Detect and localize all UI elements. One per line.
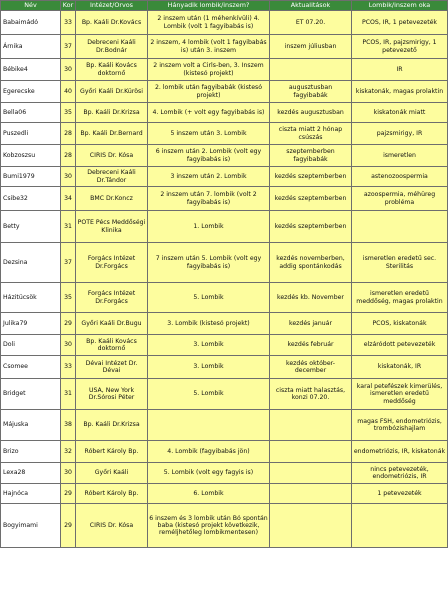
cell-clinic: Bp. Kaáli Kovács doktornő bbox=[76, 335, 148, 356]
cell-name: Csibe32 bbox=[1, 187, 61, 211]
cell-status bbox=[270, 463, 352, 484]
cell-status: kezdés szeptemberben bbox=[270, 187, 352, 211]
table-row bbox=[1, 283, 448, 313]
cell-reason: ismeretlen bbox=[352, 145, 448, 167]
cell-age: 29 bbox=[61, 484, 76, 504]
cell-reason: ismeretlen eredetű sec. Sterilitás bbox=[352, 243, 448, 283]
cell-reason: magas FSH, endometriózis, trombózishajlam bbox=[352, 410, 448, 441]
cell-clinic: Győri Kaáli bbox=[76, 463, 148, 484]
cell-status bbox=[270, 59, 352, 81]
cell-age: 33 bbox=[61, 11, 76, 35]
cell-name: Házitücsök bbox=[1, 283, 61, 313]
table-row bbox=[1, 211, 448, 243]
cell-age: 29 bbox=[61, 504, 76, 548]
cell-name: Dezsina bbox=[1, 243, 61, 283]
cell-name: Bridget bbox=[1, 379, 61, 410]
cell-status: ET 07.20. bbox=[270, 11, 352, 35]
cell-attempt: 6 inszem után 2. Lombik (volt egy fagyibabás is) bbox=[148, 145, 270, 167]
cell-reason: astenozoospermia bbox=[352, 167, 448, 187]
cell-age: 34 bbox=[61, 187, 76, 211]
cell-reason: kiskatonák, IR bbox=[352, 356, 448, 379]
cell-clinic: Bp. Kaáli Dr.Kovács bbox=[76, 11, 148, 35]
cell-age: 30 bbox=[61, 335, 76, 356]
cell-age: 30 bbox=[61, 59, 76, 81]
cell-clinic: USA, New York Dr.Sórosi Péter bbox=[76, 379, 148, 410]
cell-status: kezdés augusztusban bbox=[270, 103, 352, 123]
cell-status: kezdés október-december bbox=[270, 356, 352, 379]
cell-reason bbox=[352, 211, 448, 243]
cell-clinic: Győri Kaáli Dr.Bugu bbox=[76, 313, 148, 335]
cell-clinic: Bp. Kaáli Dr.Krizsa bbox=[76, 410, 148, 441]
cell-status: inszem júliusban bbox=[270, 35, 352, 59]
cell-status: kezdés novemberben, addig spontánkodás bbox=[270, 243, 352, 283]
cell-attempt: 5 inszem után 3. Lombik bbox=[148, 123, 270, 145]
table-row bbox=[1, 59, 448, 81]
cell-attempt: 6 inszem és 3 lombik után Bó spontán baba (kistesó projekt következik, reméljhetőleg lombikmentesen) bbox=[148, 504, 270, 548]
table-row bbox=[1, 379, 448, 410]
cell-name: Hajnóca bbox=[1, 484, 61, 504]
cell-attempt: 7 inszem után 5. Lombik (volt egy fagyibabás is) bbox=[148, 243, 270, 283]
cell-name: Doli bbox=[1, 335, 61, 356]
cell-reason: endometriózis, IR, kiskatonák bbox=[352, 441, 448, 463]
cell-clinic: Róbert Károly Bp. bbox=[76, 441, 148, 463]
table-row bbox=[1, 504, 448, 548]
cell-clinic: Bp. Kaáli Dr.Bernard bbox=[76, 123, 148, 145]
cell-reason: IR bbox=[352, 59, 448, 81]
table-row bbox=[1, 335, 448, 356]
cell-name: Csomee bbox=[1, 356, 61, 379]
cell-name: Kobzoszsu bbox=[1, 145, 61, 167]
cell-age: 38 bbox=[61, 410, 76, 441]
cell-clinic: Dévai Intézet Dr. Dévai bbox=[76, 356, 148, 379]
cell-attempt: 2 inszem után 7. lombik (volt 2 fagyibabás is) bbox=[148, 187, 270, 211]
cell-name: Julika79 bbox=[1, 313, 61, 335]
cell-clinic: CIRIS Dr. Kósa bbox=[76, 145, 148, 167]
table-row bbox=[1, 243, 448, 283]
cell-reason: pajzsmirigy, IR bbox=[352, 123, 448, 145]
cell-attempt: 4. Lombik (+ volt egy fagyibabás is) bbox=[148, 103, 270, 123]
cell-status: szeptemberben fagyibabák bbox=[270, 145, 352, 167]
header-age: Kor bbox=[61, 1, 76, 11]
header-clinic-doctor: Intézet/Orvos bbox=[76, 1, 148, 11]
cell-status bbox=[270, 484, 352, 504]
cell-reason: kiskatonák, magas prolaktin bbox=[352, 81, 448, 103]
cell-reason: PCOS, kiskatonák bbox=[352, 313, 448, 335]
cell-clinic: Bp. Kaáli Dr.Krizsa bbox=[76, 103, 148, 123]
header-attempt-count: Hányadik lombik/inszem? bbox=[148, 1, 270, 11]
cell-name: Puszedli bbox=[1, 123, 61, 145]
cell-attempt: 5. Lombik bbox=[148, 283, 270, 313]
cell-attempt: 2 inszem után (1 méhenkívüli) 4. Lombik (volt 1 fagyibabás is) bbox=[148, 11, 270, 35]
cell-status: ciszta miatt halasztás, konzi 07.20. bbox=[270, 379, 352, 410]
cell-clinic: Forgács Intézet Dr.Forgács bbox=[76, 243, 148, 283]
cell-status bbox=[270, 441, 352, 463]
table-row bbox=[1, 81, 448, 103]
cell-status: ciszta miatt 2 hónap csúszás bbox=[270, 123, 352, 145]
table-row bbox=[1, 123, 448, 145]
cell-reason: PCOS, IR, 1 petevezeték bbox=[352, 11, 448, 35]
cell-reason: PCOS, IR, pajzsmirigy, 1 petevezető bbox=[352, 35, 448, 59]
header-row bbox=[1, 1, 448, 11]
table-row bbox=[1, 410, 448, 441]
cell-attempt bbox=[148, 410, 270, 441]
cell-age: 32 bbox=[61, 441, 76, 463]
table-row bbox=[1, 167, 448, 187]
table-row bbox=[1, 145, 448, 167]
cell-attempt: 4. Lombik (fagyibabás jön) bbox=[148, 441, 270, 463]
cell-reason: elzáródott petevezeték bbox=[352, 335, 448, 356]
cell-name: Bébike4 bbox=[1, 59, 61, 81]
cell-clinic: Debreceni Kaáli Dr.Bodnár bbox=[76, 35, 148, 59]
cell-attempt: 2 inszem volt a Cirls-ben, 3. Inszem (kistesó projekt) bbox=[148, 59, 270, 81]
cell-clinic: Bp. Kaáli Kovács doktornő bbox=[76, 59, 148, 81]
table-row bbox=[1, 187, 448, 211]
header-current-status: Aktualitások bbox=[270, 1, 352, 11]
cell-age: 31 bbox=[61, 379, 76, 410]
table-row bbox=[1, 11, 448, 35]
cell-age: 28 bbox=[61, 123, 76, 145]
table-row bbox=[1, 313, 448, 335]
table-row bbox=[1, 103, 448, 123]
cell-age: 37 bbox=[61, 35, 76, 59]
cell-attempt: 3 inszem után 2. Lombik bbox=[148, 167, 270, 187]
cell-reason: kiskatonák miatt bbox=[352, 103, 448, 123]
cell-attempt: 3. Lombik bbox=[148, 356, 270, 379]
cell-age: 40 bbox=[61, 81, 76, 103]
cell-status: kezdés február bbox=[270, 335, 352, 356]
cell-name: Májuska bbox=[1, 410, 61, 441]
table-row bbox=[1, 35, 448, 59]
table-row bbox=[1, 484, 448, 504]
cell-status: kezdés szeptemberben bbox=[270, 211, 352, 243]
cell-status bbox=[270, 410, 352, 441]
cell-status: kezdés szeptemberben bbox=[270, 167, 352, 187]
cell-attempt: 3. Lombik (kistesó projekt) bbox=[148, 313, 270, 335]
cell-age: 29 bbox=[61, 313, 76, 335]
cell-clinic: Debreceni Kaáli Dr.Tándor bbox=[76, 167, 148, 187]
cell-reason bbox=[352, 504, 448, 548]
table-row bbox=[1, 441, 448, 463]
cell-status bbox=[270, 504, 352, 548]
cell-age: 31 bbox=[61, 211, 76, 243]
cell-age: 28 bbox=[61, 145, 76, 167]
cell-clinic: BMC Dr.Koncz bbox=[76, 187, 148, 211]
cell-attempt: 1. Lombik bbox=[148, 211, 270, 243]
cell-status: kezdés kb. November bbox=[270, 283, 352, 313]
cell-reason: azoospermia, méhüreg probléma bbox=[352, 187, 448, 211]
cell-attempt: 5. Lombik (volt egy fagyis is) bbox=[148, 463, 270, 484]
cell-attempt: 6. Lombik bbox=[148, 484, 270, 504]
table-row bbox=[1, 356, 448, 379]
cell-status: kezdés január bbox=[270, 313, 352, 335]
cell-attempt: 3. Lombik bbox=[148, 335, 270, 356]
header-name: Név bbox=[1, 1, 61, 11]
cell-name: Bella06 bbox=[1, 103, 61, 123]
cell-attempt: 2. lombik után fagyibabák (kistesó projekt) bbox=[148, 81, 270, 103]
table-row bbox=[1, 463, 448, 484]
cell-clinic: Győri Kaáli Dr.Kürösi bbox=[76, 81, 148, 103]
cell-age: 35 bbox=[61, 103, 76, 123]
cell-age: 33 bbox=[61, 356, 76, 379]
cell-reason: karal petefészek kimerülés, ismeretlen eredetű meddőség bbox=[352, 379, 448, 410]
cell-clinic: Róbert Károly Bp. bbox=[76, 484, 148, 504]
table-body bbox=[1, 11, 448, 548]
cell-clinic: CIRIS Dr. Kósa bbox=[76, 504, 148, 548]
cell-reason: nincs petevezeték, endometriózis, IR bbox=[352, 463, 448, 484]
cell-age: 30 bbox=[61, 463, 76, 484]
cell-clinic: POTE Pécs Meddőségi Klinika bbox=[76, 211, 148, 243]
cell-name: Betty bbox=[1, 211, 61, 243]
cell-name: Egerecske bbox=[1, 81, 61, 103]
cell-name: Brizo bbox=[1, 441, 61, 463]
header-reason: Lombik/inszem oka bbox=[352, 1, 448, 11]
cell-attempt: 5. Lombik bbox=[148, 379, 270, 410]
cell-status: augusztusban fagyibabák bbox=[270, 81, 352, 103]
cell-name: Lexa28 bbox=[1, 463, 61, 484]
cell-reason: ismeretlen eredetű meddőség, magas prolaktin bbox=[352, 283, 448, 313]
cell-name: Bumi1979 bbox=[1, 167, 61, 187]
cell-age: 35 bbox=[61, 283, 76, 313]
cell-name: Árnika bbox=[1, 35, 61, 59]
cell-name: Bogyimami bbox=[1, 504, 61, 548]
cell-name: Babaimádó bbox=[1, 11, 61, 35]
cell-age: 37 bbox=[61, 243, 76, 283]
cell-attempt: 2 inszem, 4 lombik (volt 1 fagyibabás is) után 3. inszem bbox=[148, 35, 270, 59]
cell-age: 30 bbox=[61, 167, 76, 187]
cell-reason: 1 petevezeték bbox=[352, 484, 448, 504]
cell-clinic: Forgács Intézet Dr.Forgács bbox=[76, 283, 148, 313]
